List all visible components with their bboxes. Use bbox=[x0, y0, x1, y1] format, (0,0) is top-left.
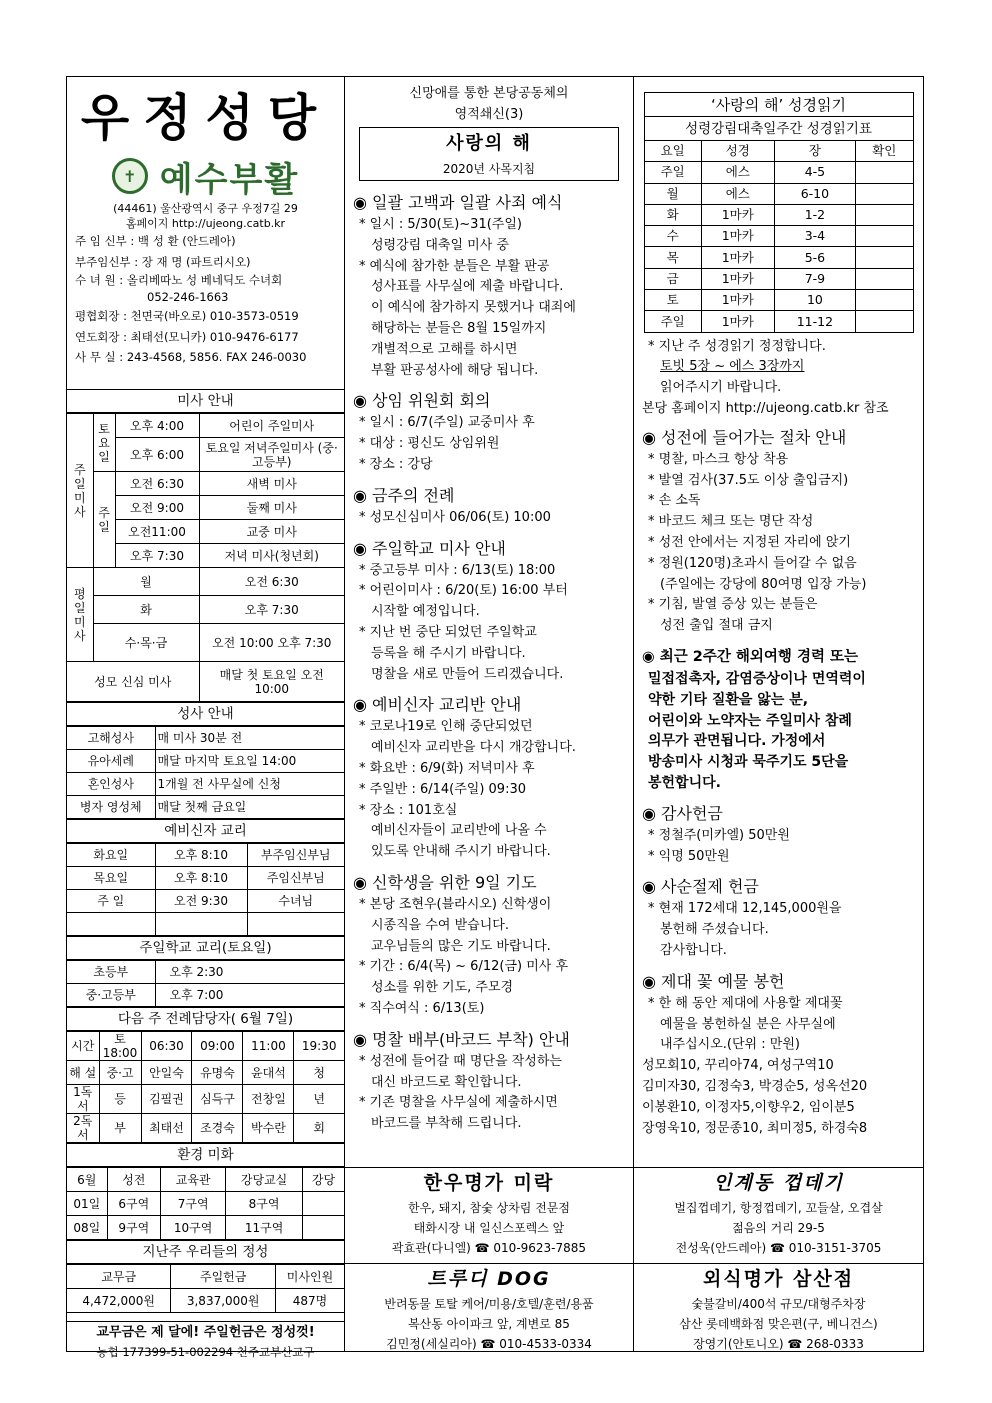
bible-cell: 1마카 bbox=[701, 226, 774, 247]
news-line: * 바코드 체크 또는 명단 작성 bbox=[648, 514, 814, 530]
bible-cell: 금 bbox=[644, 268, 701, 289]
assistant-pastor: 부주임신부 : 장 재 명 (파트리시오) bbox=[75, 254, 251, 269]
news-section bbox=[353, 389, 629, 475]
offering-header: 지난주 우리들의 정성 bbox=[67, 1240, 344, 1264]
news-line: * 장소 : 101호실 bbox=[359, 802, 458, 818]
cleaning-table: 6월 성전 교육관 강당교실 강당 01일 6구역 7구역 8구역 08일 9구역 10구역 11구역 bbox=[67, 1167, 344, 1240]
parish-logo-icon: ✝ bbox=[112, 158, 148, 194]
parish-title: 우정성당 bbox=[80, 88, 331, 147]
mass-section bbox=[67, 389, 344, 1360]
news-line: * 일시 : 6/7(주일) 교중미사 후 bbox=[359, 415, 535, 431]
liturgy-table: 시간 토18:00 06:30 09:00 11:00 19:30 해 설 중·고 안일숙 유명숙 윤대석 청 1독서 등 김필권 심득구 전창일 년 2독서 부 최태선 조경숙 박수란 회 bbox=[67, 1031, 344, 1143]
sunday-school-header: 주일학교 교리(토요일) bbox=[67, 936, 344, 960]
middle-news bbox=[345, 191, 633, 1135]
news-line: * 현재 172세대 12,145,000원을 bbox=[648, 901, 842, 917]
news-line: * 익명 50만원 bbox=[648, 848, 730, 864]
news-line: * 대상 : 평신도 상임위원 bbox=[359, 436, 500, 452]
convent-tel: 052-246-1663 bbox=[147, 290, 229, 304]
bible-title: ‘사랑의 해’ 성경읽기 bbox=[644, 93, 913, 117]
bible-col-header: 확인 bbox=[856, 141, 913, 162]
check-cell[interactable] bbox=[856, 226, 913, 247]
news-line: 등록을 해 주시기 바랍니다. bbox=[371, 645, 526, 661]
check-cell[interactable] bbox=[856, 247, 913, 268]
news-line: * 예식에 참가한 분들은 부활 판공 bbox=[359, 258, 550, 274]
news-line: 어린이와 노약자는 주일미사 참례 bbox=[648, 712, 852, 729]
news-line: * 성모신심미사 06/06(토) 10:00 bbox=[359, 509, 551, 525]
news-section-title: ◉ 최근 2주간 해외여행 경력 또는 bbox=[642, 649, 859, 666]
motto-title: 사랑의 해 bbox=[446, 133, 532, 154]
bible-cell: 3-4 bbox=[774, 226, 855, 247]
news-line: 성모회10, 꾸리아74, 여성구역10 bbox=[642, 1058, 834, 1074]
sacraments-table: 고해성사 매 미사 30분 전 유아세례 매달 마지막 토요일 14:00 혼인성사 1개월 전 사무실에 신청 병자 영성체 매달 첫째 금요일 bbox=[67, 726, 344, 819]
right-news bbox=[634, 426, 923, 1140]
news-line: 교우님들의 많은 기도 바랍니다. bbox=[371, 938, 551, 954]
news-section-title: ◉ 금주의 전례 bbox=[353, 485, 455, 505]
bible-subtitle: 성령강림대축일주간 성경읽기표 bbox=[644, 117, 913, 141]
season-title: 예수부활 bbox=[159, 159, 300, 200]
news-line: 예물을 봉헌하실 분은 사무실에 bbox=[660, 1016, 836, 1032]
news-section bbox=[353, 191, 629, 381]
news-section bbox=[642, 970, 919, 1140]
news-line: 부활 판공성사에 해당 됩니다. bbox=[371, 362, 539, 378]
news-section-title: ◉ 일괄 고백과 일괄 사죄 예식 bbox=[353, 193, 563, 212]
sunday-label: 주일 bbox=[93, 472, 115, 568]
bible-cell: 수 bbox=[644, 226, 701, 247]
news-line: 방송미사 시청과 묵주기도 5단을 bbox=[648, 754, 849, 771]
yeondo-president: 연도회장 : 최태선(모니카) 010-9476-6177 bbox=[75, 329, 299, 344]
address: (44461) 울산광역시 중구 우정7길 29 bbox=[113, 202, 298, 215]
table-row bbox=[644, 247, 913, 268]
logo-row bbox=[67, 151, 344, 201]
bible-notes: * 지난 주 성경읽기 정정합니다. 토빗 5장 ~ 에스 3장까지 읽어주시기 바랍니다. 본당 홈페이지 http://ujeong.catb.kr 참조 bbox=[642, 338, 889, 417]
news-line: * 손 소독 bbox=[648, 493, 701, 509]
news-line: 밀접접촉자, 감염증상이나 면역력이 bbox=[648, 671, 866, 688]
bible-cell: 화 bbox=[644, 204, 701, 225]
news-section bbox=[353, 537, 629, 686]
bible-cell: 11-12 bbox=[774, 311, 855, 332]
news-line: 내주십시오.(단위 : 만원) bbox=[660, 1037, 800, 1053]
bible-cell: 4-5 bbox=[774, 162, 855, 183]
news-section-title: ◉ 성전에 들어가는 절차 안내 bbox=[642, 427, 847, 447]
news-line: 장영욱10, 정문종10, 최미정5, 하경숙8 bbox=[642, 1120, 868, 1136]
table-row bbox=[644, 311, 913, 332]
news-line: * 기간 : 6/4(목) ~ 6/12(금) 미사 후 bbox=[359, 959, 569, 975]
bible-cell: 월 bbox=[644, 183, 701, 204]
mass-table: 주일미사 토요일 오후 4:00 어린이 주일미사 오후 6:00 토요일 저녁주일미사 (중·고등부) 주일 오전 6:30 새벽 미사 오전 9:00 둘째 미사 오전11:00 교중 미사 오후 7:30 저녁 미사(청년회) 평일미사 월 오전 6:30 화 오후 7:30 수·목·금 오전 10:00 오후 7:30 성모 신심 미사 매달 첫 토요일 오전 10:00 bbox=[67, 413, 344, 702]
news-line: * 어린이미사 : 6/20(토) 16:00 부터 bbox=[359, 583, 568, 599]
motto-subtitle: 2020년 사목지침 bbox=[442, 162, 536, 176]
table-row bbox=[644, 162, 913, 183]
middle-column bbox=[345, 77, 634, 1351]
left-column bbox=[67, 77, 345, 1359]
table-row bbox=[644, 290, 913, 311]
bible-cell: 목 bbox=[644, 247, 701, 268]
news-line: * 기침, 발열 증상 있는 분들은 bbox=[648, 597, 818, 613]
bible-cell: 에스 bbox=[701, 162, 774, 183]
news-line: 이 예식에 참가하지 못했거나 대죄에 bbox=[371, 300, 576, 316]
catechumen-table: 화요일 오후 8:10 부주임신부님 목요일 오후 8:10 주임신부님 주 일 오전 9:30 수녀님 bbox=[67, 843, 344, 936]
news-section-title: ◉ 주일학교 미사 안내 bbox=[353, 538, 506, 558]
mary-mass-label: 성모 신심 미사 bbox=[67, 662, 199, 702]
news-section-title: ◉ 제대 꽃 예물 봉헌 bbox=[642, 971, 785, 991]
ad-title: 외식명가 삼산점 bbox=[702, 1268, 855, 1290]
ad-title: 인계동 껍데기 bbox=[713, 1172, 844, 1194]
bible-cell: 주일 bbox=[644, 162, 701, 183]
table-row bbox=[644, 226, 913, 247]
news-line: 성사표를 사무실에 제출 바랍니다. bbox=[371, 279, 564, 295]
bible-cell: 1마카 bbox=[701, 290, 774, 311]
news-line: * 정원(120명)초과시 들어갈 수 없음 bbox=[648, 555, 857, 571]
ad-mirak: 한우명가 미락 한우, 돼지, 참숯 상차림 전문점 태화시장 내 일신스포렉스 앞 곽효관(다니엘) ☎ 010-9623-7885 bbox=[345, 1167, 633, 1263]
news-line: 개별적으로 고해를 하시면 bbox=[371, 341, 518, 357]
bible-cell: 에스 bbox=[701, 183, 774, 204]
news-section bbox=[353, 484, 629, 529]
news-section-title: ◉ 명찰 배부(바코드 부착) 안내 bbox=[353, 1029, 570, 1049]
check-cell[interactable] bbox=[856, 204, 913, 225]
news-section bbox=[353, 1028, 629, 1135]
motto-box bbox=[359, 127, 619, 181]
news-line: 시작할 예정입니다. bbox=[371, 604, 480, 620]
news-line: * 명찰, 마스크 항상 착용 bbox=[648, 451, 789, 467]
homepage[interactable]: 홈페이지 http://ujeong.catb.kr bbox=[125, 217, 286, 230]
liturgy-header: 다음 주 전례담당자( 6월 7일) bbox=[67, 1007, 344, 1031]
check-cell[interactable] bbox=[856, 183, 913, 204]
news-line: * 본당 조현우(블라시오) 신학생이 bbox=[359, 896, 552, 912]
sacraments-header: 성사 안내 bbox=[67, 702, 344, 726]
table-row bbox=[644, 183, 913, 204]
bible-cell: 토 bbox=[644, 290, 701, 311]
news-line: 감사합니다. bbox=[660, 943, 727, 958]
news-line: 시종직을 수여 받습니다. bbox=[371, 917, 509, 933]
ad-title: 한우명가 미락 bbox=[423, 1172, 555, 1194]
bible-cell: 1마카 bbox=[701, 247, 774, 268]
check-cell[interactable] bbox=[856, 162, 913, 183]
news-line: 성령강림 대축일 미사 중 bbox=[371, 237, 509, 253]
bible-col-header: 요일 bbox=[644, 141, 701, 162]
news-line: 예비신자 교리반을 다시 개강합니다. bbox=[371, 740, 576, 756]
news-section bbox=[642, 802, 919, 868]
news-line: * 일시 : 5/30(토)~31(주일) bbox=[359, 217, 522, 232]
bible-cell: 7-9 bbox=[774, 268, 855, 289]
news-line: 약한 기타 질환을 앓는 분, bbox=[648, 691, 809, 708]
news-line: * 직수여식 : 6/13(토) bbox=[359, 1000, 485, 1016]
news-line: 성전 출입 절대 금지 bbox=[660, 618, 773, 634]
ad-trudy-dog: 트루디 DOG 반려동물 토탈 케어/미용/호텔/훈련/용품 복산동 아이파크 앞, 계변로 85 김민정(세실리아) ☎ 010-4533-0334 bbox=[345, 1263, 633, 1353]
catechumen-header: 예비신자 교리 bbox=[67, 819, 344, 843]
ad-title: 트루디 DOG bbox=[427, 1268, 551, 1290]
news-line: 봉헌해 주셨습니다. bbox=[660, 922, 769, 938]
news-line: * 성전 안에서는 지정된 자리에 앉기 bbox=[648, 535, 851, 551]
bible-cell: 5-6 bbox=[774, 247, 855, 268]
pastor: 주 임 신부 : 백 성 환 (안드레아) bbox=[75, 234, 236, 248]
ad-samsan: 외식명가 삼산점 숯불갈비/400석 규모/대형주차장 삼산 롯데백화점 맞은편(구, 베니건스) 장영기(안토니오) ☎ 268-0333 bbox=[634, 1263, 923, 1353]
news-line: * 지난 번 중단 되었던 주일학교 bbox=[359, 624, 537, 640]
news-line: * 기존 명찰을 사무실에 제출하시면 bbox=[359, 1095, 558, 1111]
bible-cell: 1마카 bbox=[701, 268, 774, 289]
pastoral-theme-line1: 신망애를 통한 본당공동체의 bbox=[409, 86, 569, 101]
news-line: (주일에는 강당에 80여명 입장 가능) bbox=[660, 576, 867, 592]
news-line: * 주일반 : 6/14(주일) 09:30 bbox=[359, 781, 526, 797]
news-line: 김미자30, 김정숙3, 박경순5, 성옥선20 bbox=[642, 1078, 868, 1094]
bible-cell: 10 bbox=[774, 290, 855, 311]
cleaning-header: 환경 미화 bbox=[67, 1143, 344, 1167]
news-section-title: ◉ 예비신자 교리반 안내 bbox=[353, 695, 522, 715]
news-section bbox=[353, 871, 629, 1020]
news-line: * 중고등부 미사 : 6/13(토) 18:00 bbox=[359, 562, 556, 578]
check-cell[interactable] bbox=[856, 311, 913, 332]
news-line: * 정철주(미카엘) 50만원 bbox=[648, 827, 790, 843]
check-cell[interactable] bbox=[856, 290, 913, 311]
news-section bbox=[642, 645, 919, 794]
news-line: 성소를 위한 기도, 주모경 bbox=[371, 980, 514, 996]
offering-slogan: 교무금은 제 달에! 주일헌금은 정성껏! bbox=[67, 1321, 344, 1344]
news-line: 대신 바코드로 확인합니다. bbox=[371, 1074, 522, 1090]
news-line: 의무가 관면됩니다. 가정에서 bbox=[648, 733, 826, 750]
saturday-label: 토요일 bbox=[93, 414, 115, 472]
bank-account: 농협 177399-51-002294 천주교부산교구 bbox=[96, 1345, 315, 1359]
ad-ingye-kkeopdegi: 인계동 껍데기 벌집껍데기, 항정껍데기, 꼬들살, 오겹살 젊음의 거리 29-5 전성욱(안드레아) ☎ 010-3151-3705 bbox=[634, 1167, 923, 1263]
convent: 수 녀 원 : 올리베따노 성 베네딕도 수녀회 bbox=[75, 273, 283, 287]
bible-cell: 1마카 bbox=[701, 204, 774, 225]
news-line: * 장소 : 강당 bbox=[359, 456, 433, 472]
news-section-title: ◉ 사순절제 헌금 bbox=[642, 877, 759, 897]
news-line: * 코로나19로 인해 중단되었던 bbox=[359, 719, 533, 735]
mass-header: 미사 안내 bbox=[67, 389, 344, 413]
bulletin-page bbox=[66, 76, 924, 1359]
bible-col-header: 성경 bbox=[701, 141, 774, 162]
news-section-title: ◉ 감사헌금 bbox=[642, 803, 723, 823]
bible-col-header: 장 bbox=[774, 141, 855, 162]
table-row bbox=[644, 268, 913, 289]
news-line: * 화요반 : 6/9(화) 저녁미사 후 bbox=[359, 760, 535, 776]
offering-table: 교무금 주일헌금 미사인원 4,472,000원 3,837,000원 487명 bbox=[67, 1264, 344, 1313]
news-line: 해당하는 분들은 8월 15일까지 bbox=[371, 320, 547, 336]
table-row bbox=[644, 204, 913, 225]
news-section bbox=[642, 875, 919, 961]
bible-reading-table bbox=[644, 92, 914, 333]
news-line: 있도록 안내해 주시기 바랍니다. bbox=[371, 844, 551, 860]
bible-cell: 주일 bbox=[644, 311, 701, 332]
news-line: * 한 해 동안 제대에 사용할 제대꽃 bbox=[648, 995, 843, 1011]
sunday-school-table: 초등부 오후 2:30 중·고등부 오후 7:00 bbox=[67, 960, 344, 1007]
news-line: 바코드를 부착해 드립니다. bbox=[371, 1116, 522, 1132]
bible-cell: 6-10 bbox=[774, 183, 855, 204]
right-column bbox=[634, 77, 923, 1351]
check-cell[interactable] bbox=[856, 268, 913, 289]
news-line: * 성전에 들어갈 때 명단을 작성하는 bbox=[359, 1053, 562, 1069]
news-section bbox=[353, 693, 629, 863]
news-section bbox=[642, 426, 919, 637]
news-section-title: ◉ 상임 위원회 회의 bbox=[353, 391, 491, 411]
sunday-mass-label: 주일미사 bbox=[67, 414, 93, 568]
pastoral-theme-line2: 영적쇄신(3) bbox=[454, 107, 524, 122]
bible-cell: 1-2 bbox=[774, 204, 855, 225]
news-line: 예비신자들이 교리반에 나올 수 bbox=[371, 823, 547, 839]
news-line: * 발열 검사(37.5도 이상 출입금지) bbox=[648, 472, 849, 488]
council-president: 평협회장 : 천면국(바오로) 010-3573-0519 bbox=[75, 309, 299, 323]
news-line: 명찰을 새로 만들어 드리겠습니다. bbox=[371, 666, 564, 682]
news-line: 이봉환10, 이정자5,이향우2, 임이분5 bbox=[642, 1099, 855, 1115]
office-contact: 사 무 실 : 243-4568, 5856. FAX 246-0030 bbox=[75, 350, 307, 364]
weekday-mass-label: 평일미사 bbox=[67, 568, 93, 662]
bible-cell: 1마카 bbox=[701, 311, 774, 332]
news-line: 봉헌합니다. bbox=[648, 775, 721, 792]
news-section-title: ◉ 신학생을 위한 9일 기도 bbox=[353, 872, 537, 892]
